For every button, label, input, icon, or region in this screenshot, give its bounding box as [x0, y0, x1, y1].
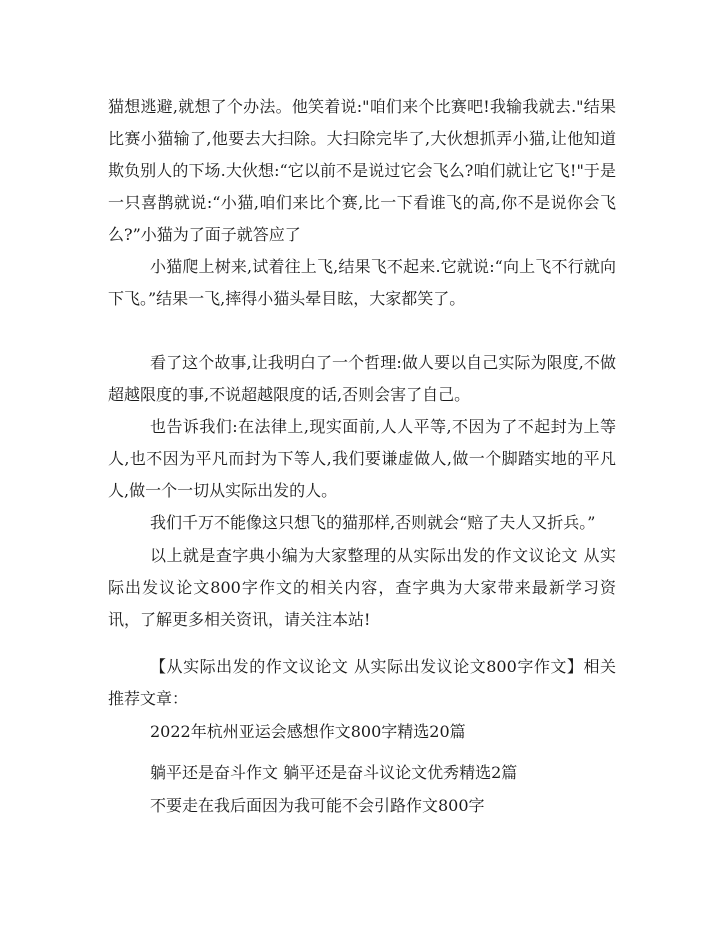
editor-note-paragraph: 以上就是查字典小编为大家整理的从实际出发的作文议论文 从实际出发议论文800字作文的相关内容，查字典为大家带来最新学习资讯，了解更多相关资讯，请关注本站! — [108, 546, 616, 629]
story-paragraph-1: 猫想逃避,就想了个办法。他笑着说:"咱们来个比赛吧!我输我就去."结果比赛小猫输了,他要去大扫除。大扫除完毕了,大伙想抓弄小猫,让他知道欺负别人的下场.大伙想:“它以前不是说过它会飞么?咱们就让它飞!"于是一只喜鹊就说:“小猫,咱们来比个赛,比一下看谁飞的高,你不是说你会飞么?”小猫为了面子就答应了 — [108, 97, 616, 244]
recommended-article-link[interactable]: 躺平还是奋斗作文 躺平还是奋斗议论文优秀精选2篇 — [150, 763, 518, 782]
warning-paragraph: 我们千万不能像这只想飞的猫那样,否则就会“赔了夫人又折兵。” — [150, 513, 596, 532]
recommendation-heading: 【从实际出发的作文议论文 从实际出发议论文800字作文】相关推荐文章： — [108, 657, 616, 708]
moral-paragraph: 看了这个故事,让我明白了一个哲理:做人要以自己实际为限度,不做超越限度的事,不说超越限度的话,否则会害了自己。 — [108, 353, 616, 404]
story-paragraph-2: 小猫爬上树来,试着往上飞,结果飞不起来.它就说:“向上飞不行就向下飞。”结果一飞,摔得小猫头晕目眩，大家都笑了。 — [108, 257, 616, 308]
recommended-article-link[interactable]: 2022年杭州亚运会感想作文800字精选20篇 — [150, 722, 466, 741]
lesson-paragraph: 也告诉我们:在法律上,现实面前,人人平等,不因为了不起封为上等人,也不因为平凡而封为下等人,我们要谦虚做人,做一个脚踏实地的平凡人,做一个一切从实际出发的人。 — [108, 417, 616, 500]
recommended-article-link[interactable]: 不要走在我后面因为我可能不会引路作文800字 — [150, 796, 485, 815]
